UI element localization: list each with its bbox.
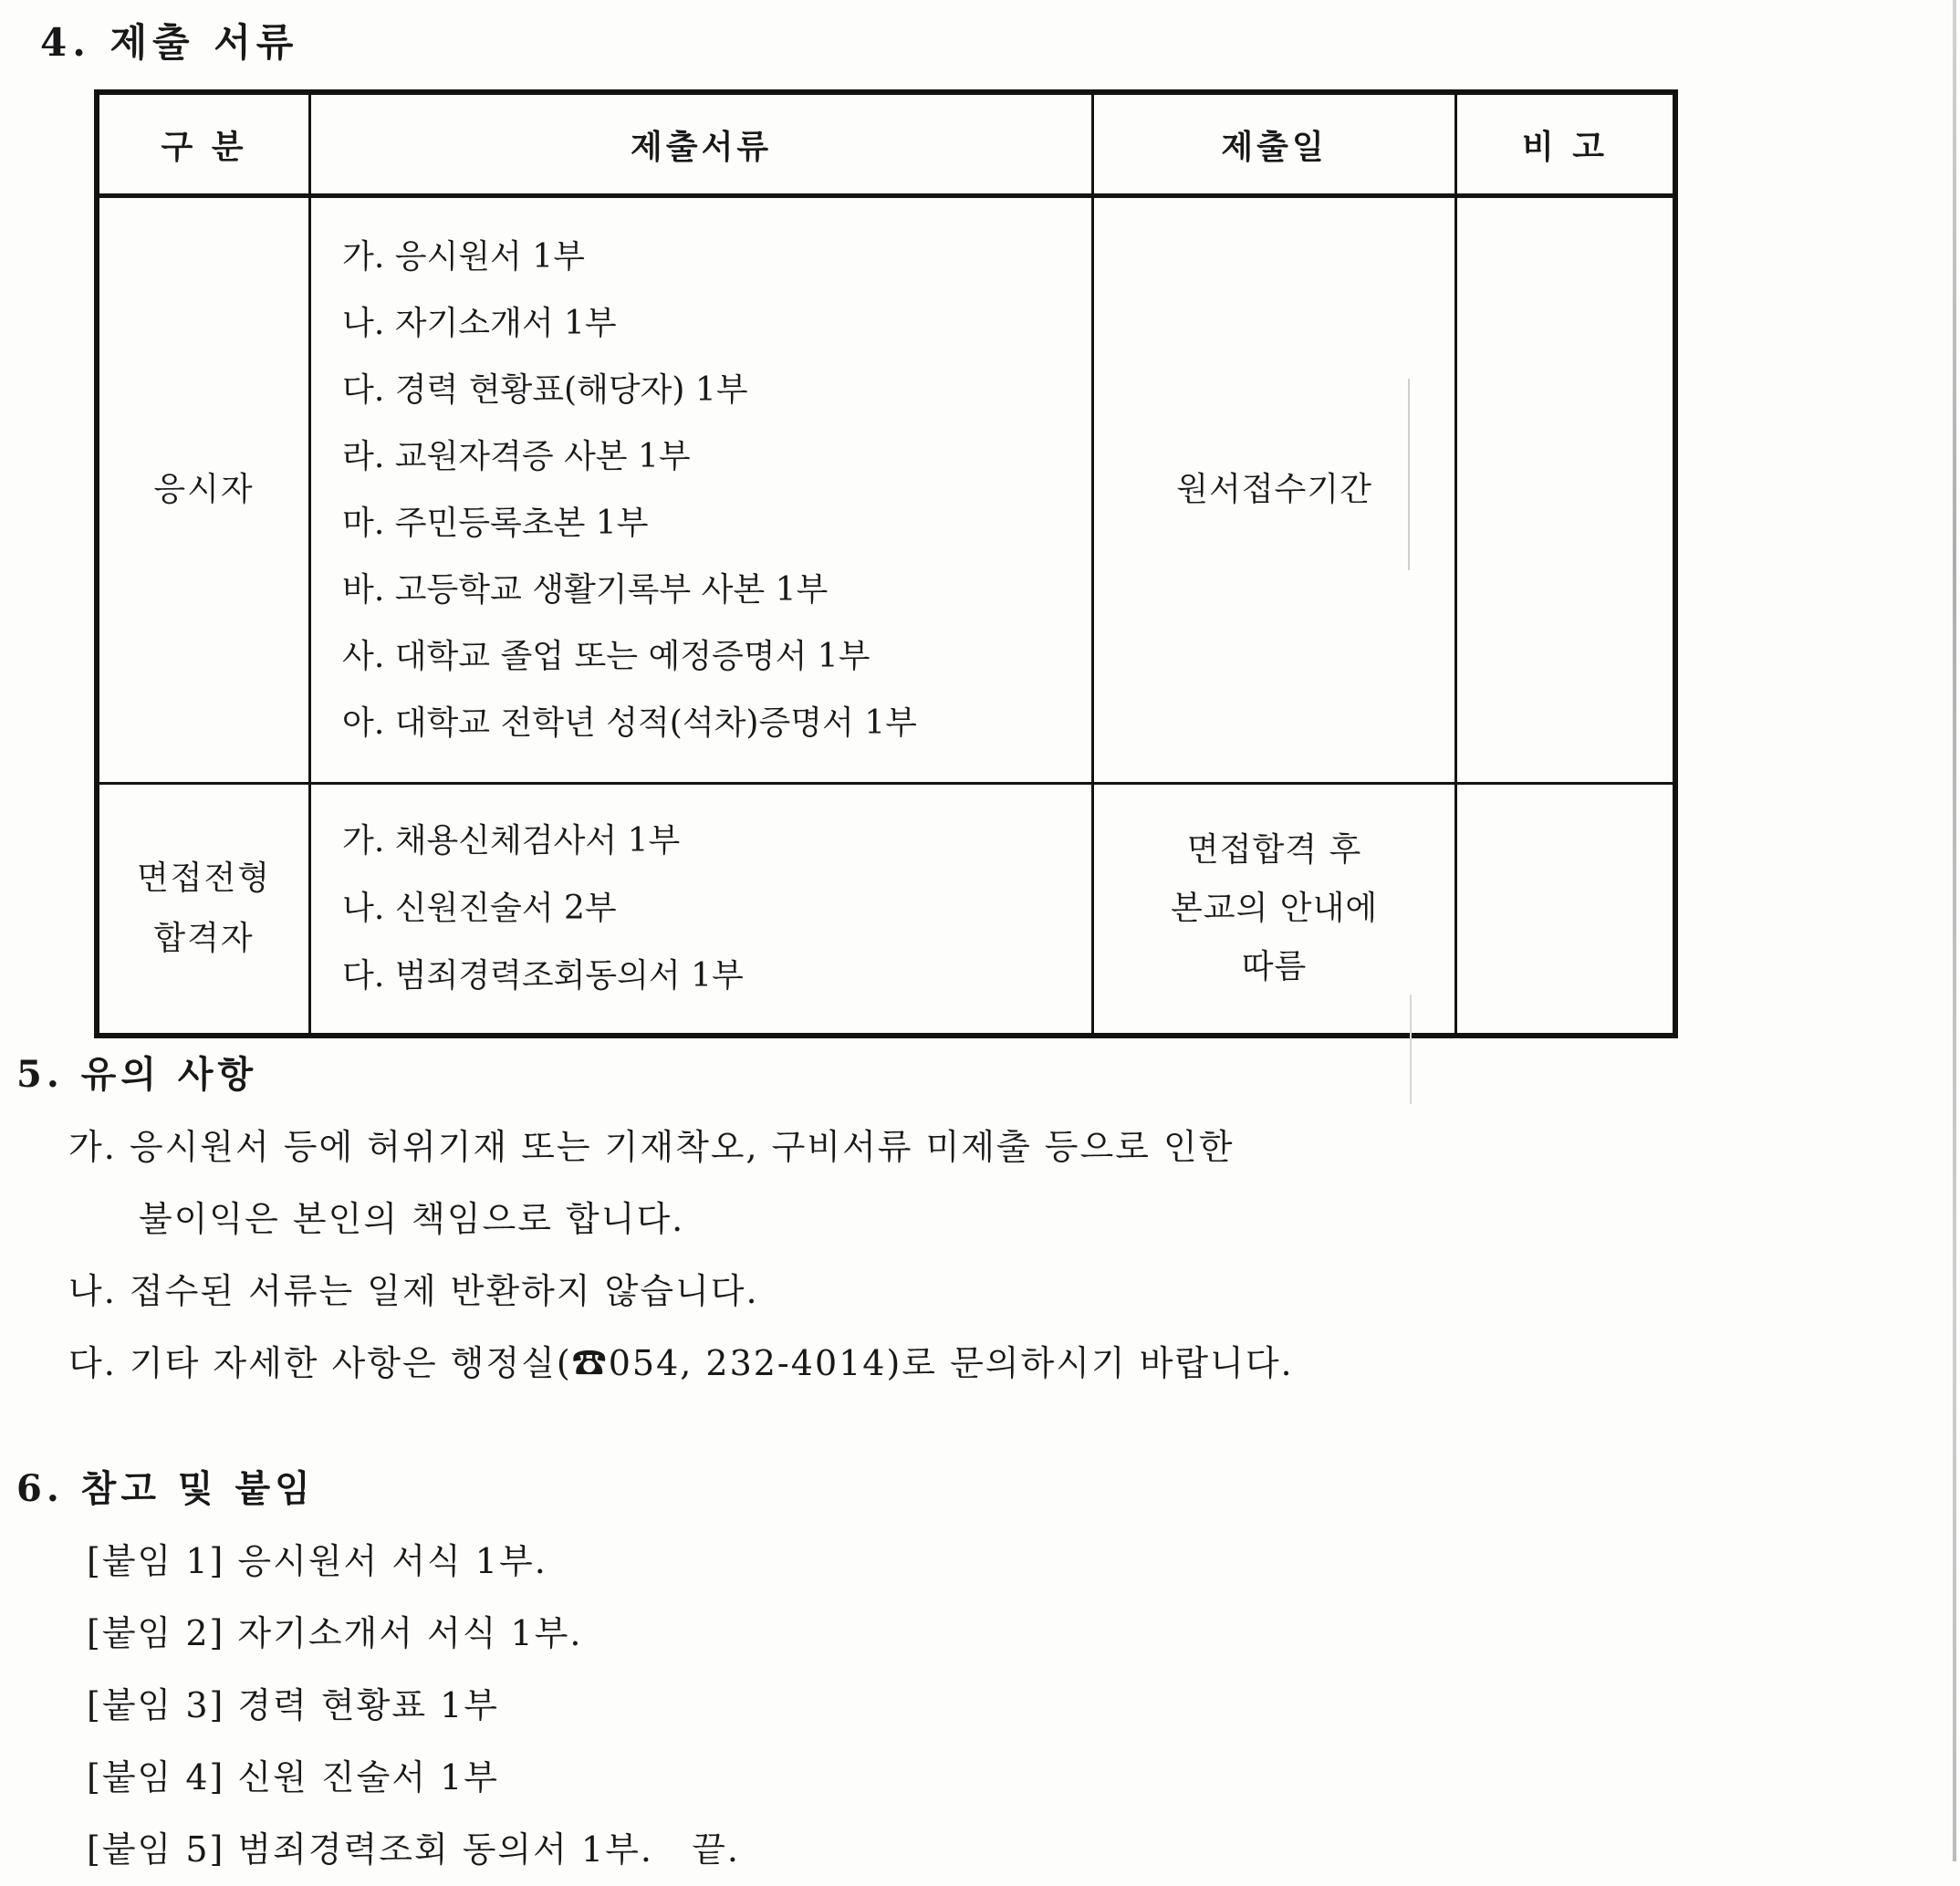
document-line: 가. 채용신체검사서 1부 bbox=[342, 822, 681, 860]
section5-notices bbox=[0, 1038, 1916, 1400]
submission-date-text: 원서접수기간 bbox=[1176, 471, 1372, 508]
category-cell bbox=[97, 784, 310, 1037]
scan-streak-artifact bbox=[1408, 379, 1410, 570]
documents-cell bbox=[310, 196, 1093, 784]
scan-streak-right-edge bbox=[1953, 0, 1956, 1861]
section4-heading: 4. 제출 서류 bbox=[40, 20, 299, 65]
section5-heading: 5. 유의 사항 bbox=[16, 1053, 258, 1096]
attachment-item: [붙임 4] 신원 진술서 1부 bbox=[87, 1757, 499, 1797]
document-line: 다. 경력 현황표(해당자) 1부 bbox=[342, 371, 748, 409]
submission-documents-table bbox=[94, 89, 1678, 1038]
attachment-item: [붙임 2] 자기소개서 서식 1부. bbox=[87, 1613, 583, 1653]
attachment-item: [붙임 5] 범죄경력조회 동의서 1부. 끝. bbox=[87, 1829, 740, 1870]
category-cell bbox=[97, 196, 310, 784]
document-line: 라. 교원자격증 사본 1부 bbox=[342, 438, 691, 475]
category-label-line: 면접전형 bbox=[136, 860, 272, 897]
notice-item-na: 나. 접수된 서류는 일제 반환하지 않습니다. bbox=[68, 1271, 759, 1311]
submission-date-line: 면접합격 후 bbox=[1186, 831, 1362, 869]
submission-date-line: 본교의 안내에 bbox=[1171, 890, 1379, 927]
document-line: 나. 신원진술서 2부 bbox=[342, 890, 617, 927]
header-category: 구 분 bbox=[97, 92, 310, 196]
notice-item-ga-continuation: 불이익은 본인의 책임으로 합니다. bbox=[139, 1199, 685, 1239]
note-cell bbox=[1456, 784, 1675, 1037]
submission-date-line: 따름 bbox=[1241, 948, 1308, 985]
attachment-item: [붙임 1] 응시원서 서식 1부. bbox=[87, 1541, 547, 1581]
documents-cell bbox=[310, 784, 1093, 1037]
header-submission-date: 제출일 bbox=[1093, 92, 1456, 196]
table-header-row bbox=[97, 92, 1675, 196]
header-documents: 제출서류 bbox=[310, 92, 1093, 196]
attachment-item: [붙임 3] 경력 현황표 1부 bbox=[87, 1685, 499, 1725]
scan-streak-artifact bbox=[1410, 995, 1412, 1104]
document-line: 다. 범죄경력조회동의서 1부 bbox=[342, 957, 744, 995]
document-line: 가. 응시원서 1부 bbox=[342, 238, 585, 276]
category-label: 응시자 bbox=[153, 471, 255, 508]
category-label-line: 합격자 bbox=[153, 920, 255, 957]
section6-heading: 6. 참고 및 붙임 bbox=[16, 1467, 315, 1510]
note-cell bbox=[1456, 196, 1675, 784]
document-line: 사. 대학교 졸업 또는 예정증명서 1부 bbox=[342, 638, 871, 675]
header-note: 비 고 bbox=[1456, 92, 1675, 196]
submission-date-cell bbox=[1093, 196, 1456, 784]
table-row-applicant bbox=[97, 196, 1675, 784]
section6-attachments bbox=[0, 1453, 1916, 1886]
document-line: 아. 대학교 전학년 성적(석차)증명서 1부 bbox=[342, 704, 917, 742]
notice-item-da: 다. 기타 자세한 사항은 행정실(☎054, 232-4014)로 문의하시기 바랍니다. bbox=[68, 1343, 1294, 1383]
document-line: 나. 자기소개서 1부 bbox=[342, 305, 617, 342]
document-line: 마. 주민등록초본 1부 bbox=[342, 505, 649, 542]
submission-date-cell bbox=[1093, 784, 1456, 1037]
table-row-interview-passers bbox=[97, 784, 1675, 1037]
notice-item-ga: 가. 응시원서 등에 허위기재 또는 기재착오, 구비서류 미제출 등으로 인한 bbox=[68, 1127, 1235, 1167]
document-line: 바. 고등학교 생활기록부 사본 1부 bbox=[342, 571, 829, 609]
